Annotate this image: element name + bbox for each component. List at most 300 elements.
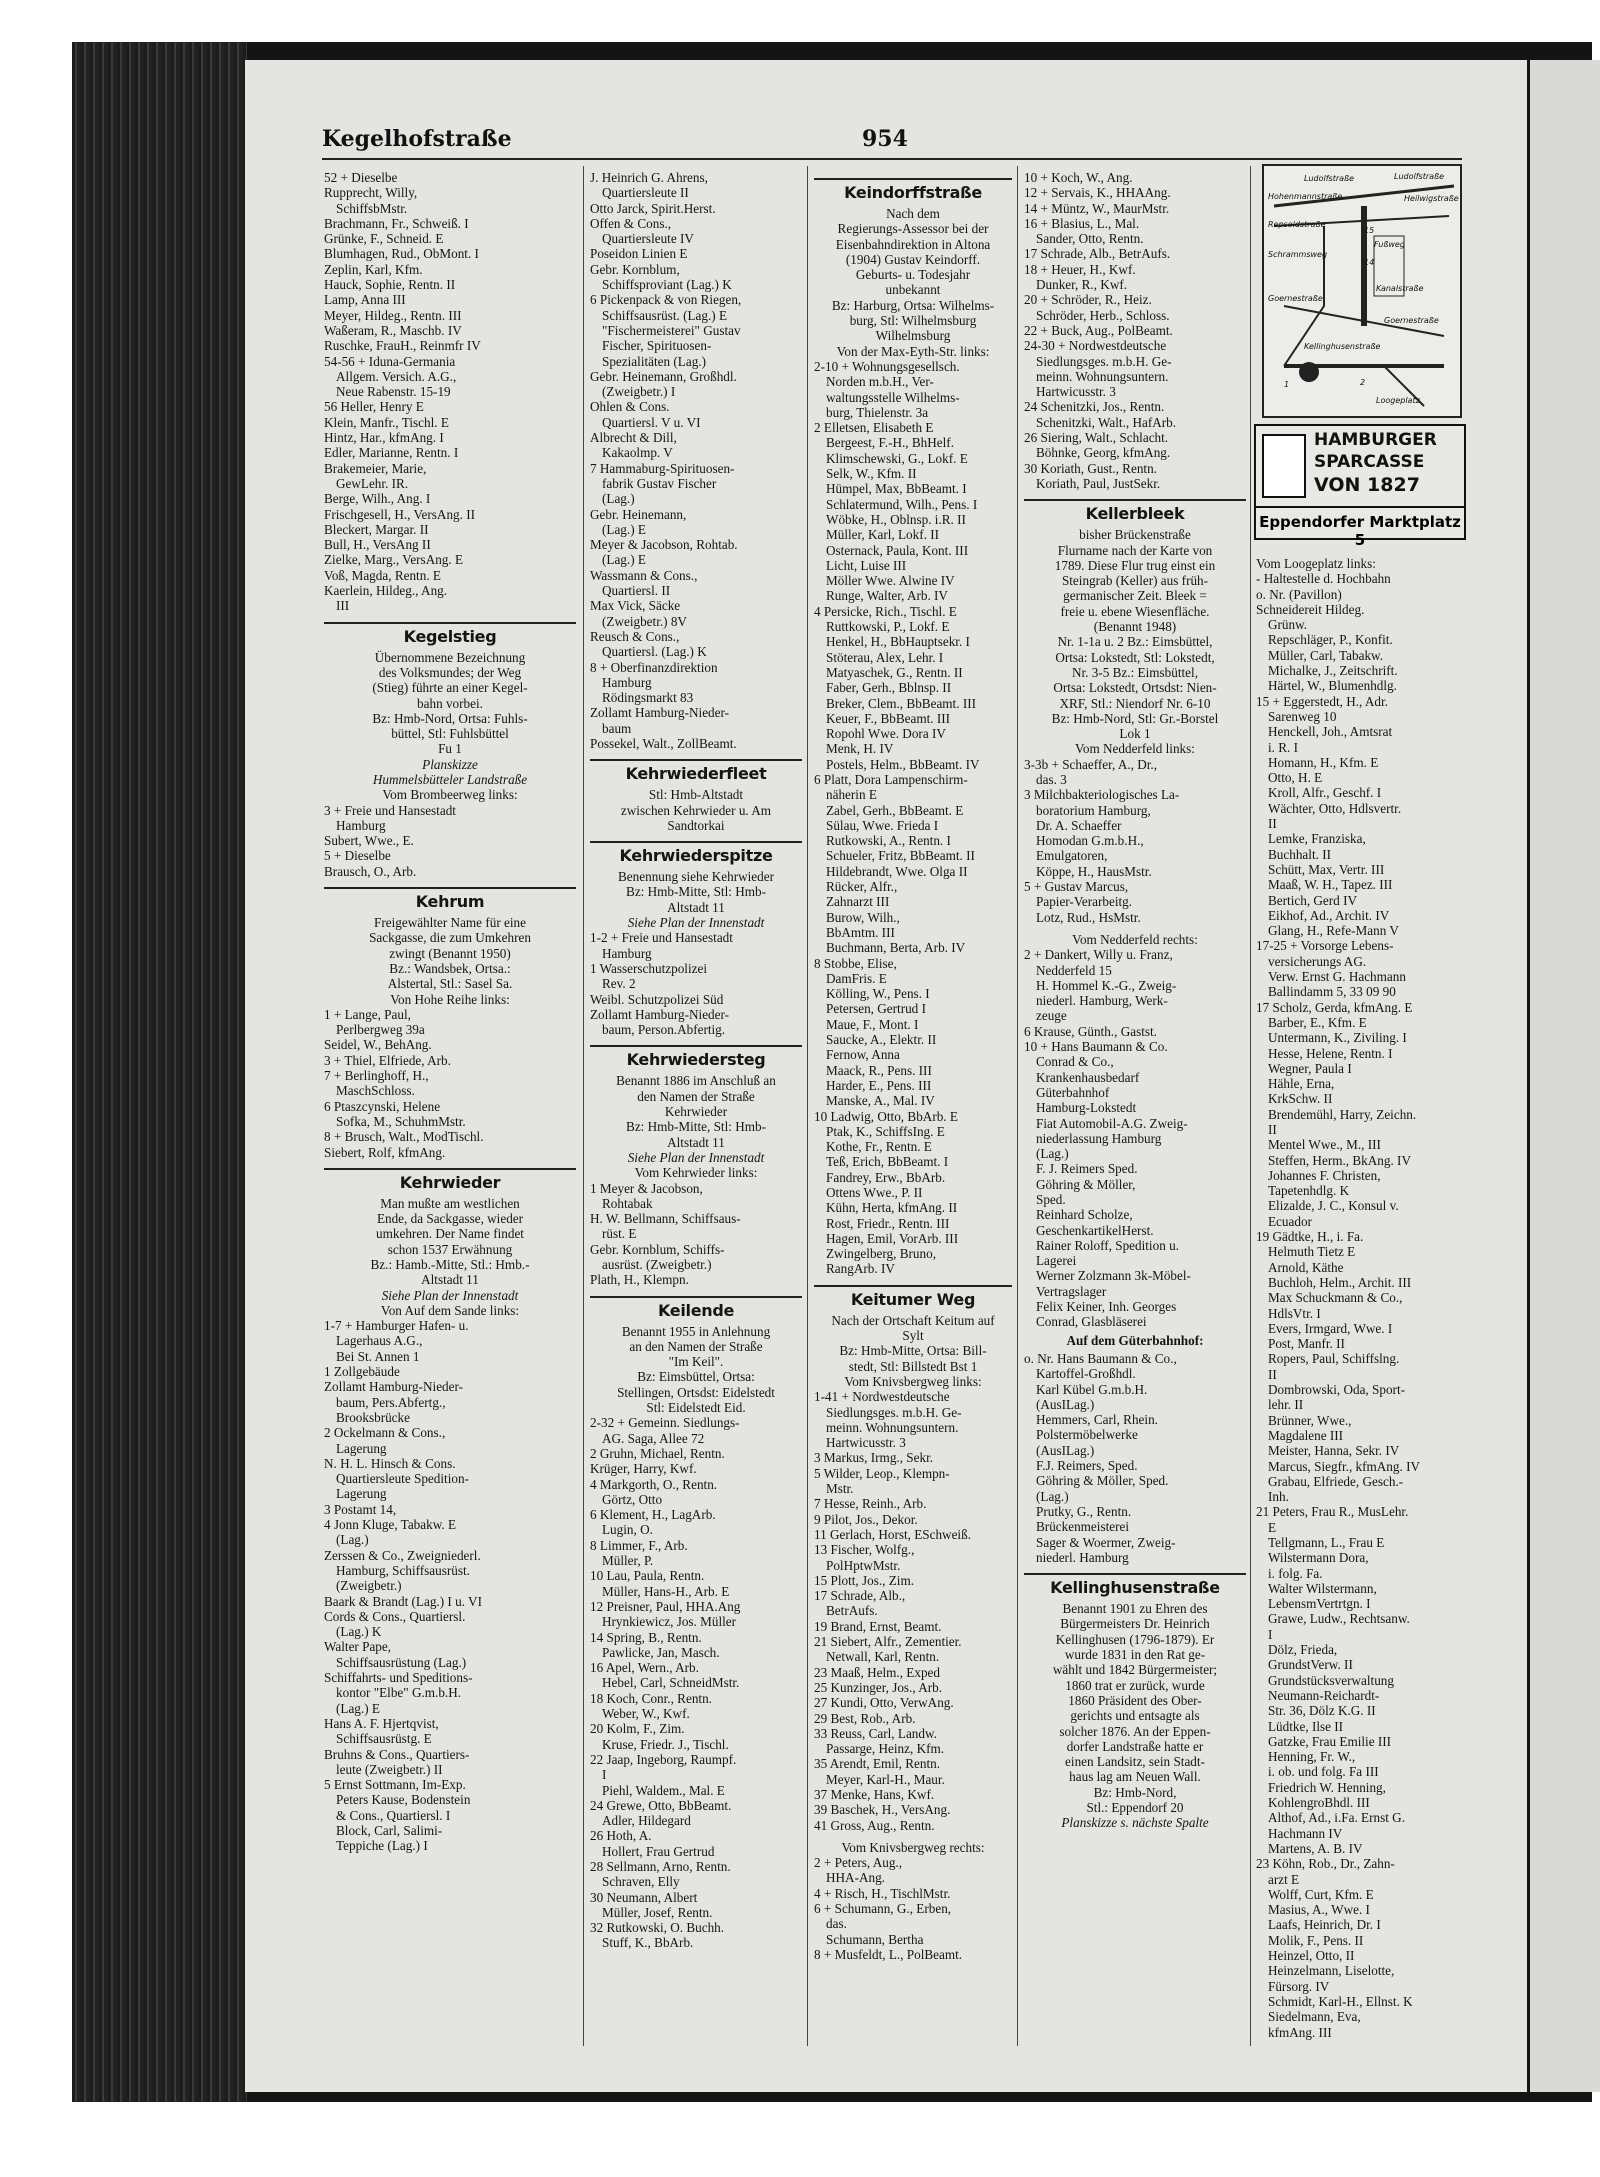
address-entry: Hesse, Helene, Rentn. I: [1268, 1045, 1393, 1061]
address-entry: Ropohl Wwe. Dora IV: [826, 726, 946, 742]
address-entry: Ottens Wwe., P. II: [826, 1185, 923, 1200]
address-entry: burg, Thielenstr. 3a: [826, 404, 929, 420]
address-entry: Hrynkiewicz, Jos. Müller: [602, 1614, 737, 1630]
address-entry: Molik, F., Pens. II: [1268, 1932, 1364, 1948]
address-entry: II: [1268, 1366, 1277, 1382]
street-info-line: Ortsa: Lokstedt, Ortsdst: Nien-: [1053, 680, 1217, 696]
address-entry: 1 Zollgebäude: [324, 1364, 400, 1380]
page-header: [322, 126, 1462, 160]
address-entry: Martens, A. B. IV: [1268, 1840, 1363, 1856]
address-entry: 23 Maaß, Helm., Exped: [814, 1664, 940, 1680]
street-info-line: Nach der Ortschaft Keitum auf: [831, 1312, 995, 1328]
address-entry: Buchmann, Berta, Arb. IV: [826, 940, 966, 956]
map-label: Ludolfstraße: [1394, 172, 1444, 181]
address-entry: 35 Arendt, Emil, Rentn.: [814, 1756, 941, 1772]
address-entry: Sofka, M., SchuhmMstr.: [336, 1113, 466, 1129]
map-label: Schrammsweg: [1268, 250, 1328, 259]
address-entry: Schiffahrts- und Speditions-: [324, 1670, 473, 1686]
address-entry: 22 + Buck, Aug., PolBeamt.: [1024, 322, 1173, 338]
address-entry: 3 Postamt 14,: [324, 1501, 397, 1517]
address-entry: Johannes F. Christen,: [1268, 1167, 1381, 1183]
address-entry: Tellgmann, L., Frau E: [1268, 1535, 1385, 1550]
address-entry: I: [602, 1767, 607, 1783]
address-entry: 10 + Koch, W., Ang.: [1024, 170, 1133, 185]
address-entry: F.J. Reimers, Sped.: [1036, 1458, 1138, 1474]
address-entry: Bleckert, Margar. II: [324, 521, 429, 537]
map-label: 2: [1360, 378, 1366, 387]
address-entry: Teß, Erich, BbBeamt. I: [826, 1154, 949, 1170]
street-info-line: Stellingen, Ortsdst: Eidelstedt: [617, 1384, 775, 1400]
column-rule: [807, 166, 808, 2046]
map-label: Goernestraße: [1268, 294, 1323, 303]
address-entry: 3-3b + Schaeffer, A., Dr.,: [1024, 756, 1158, 772]
district-info: Altstadt 11: [421, 1272, 479, 1288]
address-entry: (AusILag.): [1036, 1442, 1095, 1458]
address-entry: (Zweigbetr.) 8V: [602, 613, 687, 629]
address-entry: (Lag.) K: [336, 1624, 382, 1640]
address-entry: Menk, H. IV: [826, 741, 894, 757]
address-entry: BetrAufs.: [826, 1603, 878, 1619]
address-entry: 13 Fischer, Wolfg.,: [814, 1542, 915, 1558]
address-entry: RangArb. IV: [826, 1261, 895, 1277]
address-entry: Teppiche (Lag.) I: [336, 1838, 428, 1854]
address-entry: - Haltestelle d. Hochbahn: [1256, 571, 1391, 587]
plan-sketch-note: Planskizze: [422, 756, 478, 772]
street-info-line: Nr. 1-1a u. 2 Bz.: Eimsbüttel,: [1057, 634, 1213, 650]
street-description: Übernommene Bezeichnung: [374, 649, 526, 665]
address-entry: Harder, E., Pens. III: [826, 1077, 932, 1093]
address-entry: 41 Gross, Aug., Rentn.: [814, 1817, 935, 1833]
address-entry: Prutky, G., Rentn.: [1036, 1503, 1132, 1519]
address-entry: Perlbergweg 39a: [336, 1022, 425, 1038]
address-entry: Otto, H. E: [1268, 770, 1323, 786]
address-entry: Zerssen & Co., Zweigniederl.: [324, 1547, 481, 1563]
address-entry: Grünke, F., Schneid. E: [324, 231, 444, 247]
address-entry: Hebel, Carl, SchneidMstr.: [602, 1675, 740, 1691]
address-entry: 14 + Müntz, W., MaurMstr.: [1024, 200, 1170, 216]
direction-heading: Von Auf dem Sande links:: [380, 1302, 520, 1318]
address-entry: Wächter, Otto, Hdlsvertr.: [1268, 800, 1402, 816]
street-info-line: (1904) Gustav Keindorff.: [845, 251, 981, 267]
street-heading: Kellinghusenstraße: [1024, 1573, 1246, 1597]
address-entry: 9 Pilot, Jos., Dekor.: [814, 1511, 918, 1527]
address-entry: Keuer, F., BbBeamt. III: [826, 710, 951, 726]
ad-line-2: SPARCASSE: [1314, 452, 1425, 472]
address-entry: Fernow, Anna: [826, 1047, 900, 1063]
address-entry: Wolff, Curt, Kfm. E: [1268, 1886, 1374, 1902]
address-entry: Müller, Josef, Rentn.: [602, 1904, 713, 1920]
address-entry: Müller, P.: [602, 1553, 654, 1569]
address-entry: Bruhns & Cons., Quartiers-: [324, 1746, 470, 1762]
district-info: Alstertal, Stl.: Sasel Sa.: [387, 976, 513, 992]
address-entry: 2 Ockelmann & Cons.,: [324, 1425, 446, 1441]
address-entry: Laafs, Heinrich, Dr. I: [1268, 1917, 1381, 1933]
street-info-line: germanischer Zeit. Bleek =: [1063, 588, 1207, 604]
address-entry: Netwall, Karl, Rentn.: [826, 1649, 940, 1665]
address-entry: 6 Krause, Günth., Gastst.: [1024, 1023, 1157, 1039]
address-entry: Arnold, Käthe: [1268, 1259, 1344, 1275]
address-entry: Offen & Cons.,: [590, 215, 672, 231]
address-entry: (Lag.): [1036, 1146, 1069, 1162]
address-entry: Sülau, Wwe. Frieda I: [826, 817, 939, 833]
address-entry: Siedlungsges. m.b.H. Ge-: [1036, 353, 1172, 369]
address-entry: Heinzelmann, Liselotte,: [1268, 1963, 1395, 1979]
address-entry: HHA-Ang.: [826, 1870, 885, 1886]
street-info-line: Bz: Hmb-Mitte, Ortsa: Bill-: [839, 1343, 987, 1359]
street-info-line: Bz: Eimsbüttel, Ortsa:: [637, 1369, 755, 1385]
address-entry: Fiat Automobil-A.G. Zweig-: [1036, 1115, 1188, 1131]
address-entry: Hollert, Frau Gertrud: [602, 1843, 715, 1859]
address-entry: Lagerhaus A.G.,: [336, 1333, 423, 1349]
address-entry: Michalke, J., Zeitschrift.: [1268, 663, 1398, 679]
address-entry: Weber, W., Kwf.: [602, 1706, 690, 1722]
address-entry: Postels, Helm., BbBeamt. IV: [826, 756, 980, 772]
address-entry: Gebr. Kornblum,: [590, 261, 680, 277]
map-label: Hohenmannstraße: [1268, 192, 1343, 201]
address-entry: Meister, Hanna, Sekr. IV: [1268, 1443, 1400, 1459]
address-entry: Schiffsausrüstg. E: [336, 1731, 432, 1747]
address-entry: Wöbke, H., Oblnsp. i.R. II: [826, 511, 966, 527]
address-entry: Hartwicusstr. 3: [826, 1435, 906, 1451]
address-entry: Rücker, Alfr.,: [826, 879, 898, 895]
street-info-line: 1860 Präsident des Ober-: [1068, 1692, 1202, 1708]
street-info-line: Benannt 1886 im Anschluß an: [616, 1073, 776, 1089]
address-entry: 2-10 + Wohnungsgesellsch.: [814, 358, 960, 374]
address-entry: Zwingelberg, Bruno,: [826, 1246, 937, 1262]
address-entry: Grabau, Elfriede, Gesch.-: [1268, 1473, 1404, 1489]
address-entry: Rohtabak: [602, 1195, 653, 1211]
address-entry: 56 Heller, Henry E: [324, 399, 424, 415]
address-entry: 5 + Gustav Marcus,: [1024, 879, 1129, 895]
address-entry: Saucke, A., Elektr. II: [826, 1032, 937, 1048]
address-entry: Ballindamm 5, 33 09 90: [1268, 984, 1396, 1000]
address-entry: Dölz, Frieda,: [1268, 1642, 1338, 1658]
address-entry: meinn. Wohnungsuntern.: [826, 1419, 959, 1435]
address-entry: niederlassung Hamburg: [1036, 1130, 1162, 1146]
street-heading: Kehrwieder: [324, 1168, 576, 1192]
street-info-line: Stl: Eidelstedt Eid.: [646, 1400, 746, 1416]
address-entry: Kölling, W., Pens. I: [826, 986, 930, 1002]
address-entry: Passarge, Heinz, Kfm.: [826, 1741, 945, 1757]
address-entry: Fischer, Spirituosen-: [602, 338, 712, 354]
direction-heading: Vom Knivsbergweg rechts:: [841, 1839, 985, 1855]
street-info-line: gerichts und entsagte als: [1070, 1708, 1200, 1724]
address-entry: Karl Kübel G.m.b.H.: [1036, 1381, 1148, 1397]
address-entry: Osternack, Paula, Kont. III: [826, 542, 969, 558]
address-entry: niederl. Hamburg: [1036, 1549, 1129, 1565]
address-entry: 18 Koch, Conr., Rentn.: [590, 1690, 712, 1706]
address-entry: baum, Pers.Abfertg.,: [336, 1394, 446, 1410]
address-entry: Magdalene III: [1268, 1427, 1344, 1443]
address-entry: 2 + Peters, Aug.,: [814, 1855, 903, 1871]
address-entry: Hamburg-Lokstedt: [1036, 1100, 1137, 1116]
address-entry: 25 Kunzinger, Jos., Arb.: [814, 1679, 943, 1695]
address-entry: KohlengroBhdl. III: [1268, 1795, 1370, 1811]
address-entry: Conrad, Glasbläserei: [1036, 1314, 1147, 1330]
direction-heading: Von der Max-Eyth-Str. links:: [836, 343, 990, 359]
section-subheading: Auf dem Güterbahnhof:: [1066, 1332, 1204, 1348]
street-info-line: Bz: Hmb-Mitte, Stl: Hmb-: [626, 884, 766, 900]
address-entry: Möller Wwe. Alwine IV: [826, 573, 955, 589]
address-entry: Wassmann & Cons.,: [590, 567, 698, 583]
address-entry: Meyer, Karl-H., Maur.: [826, 1771, 945, 1787]
address-entry: 39 Baschek, H., VersAng.: [814, 1802, 951, 1818]
street-info-line: 1860 trat er zurück, wurde: [1065, 1677, 1205, 1693]
direction-heading: Vom Nedderfeld rechts:: [1072, 931, 1198, 947]
address-entry: Lemke, Franziska,: [1268, 831, 1366, 847]
street-heading: Keilende: [590, 1296, 802, 1320]
address-entry: kontor "Elbe" G.m.b.H.: [336, 1685, 462, 1701]
address-entry: 24 Grewe, Otto, BbBeamt.: [590, 1797, 732, 1813]
address-entry: Hachmann IV: [1268, 1825, 1343, 1841]
address-entry: Bertich, Gerd IV: [1268, 892, 1357, 908]
street-info-line: Stl: Hmb-Altstadt: [648, 787, 744, 803]
address-entry: I: [1268, 1626, 1273, 1642]
address-entry: Max Schuckmann & Co.,: [1268, 1290, 1403, 1306]
address-entry: Papier-Verarbeitg.: [1036, 894, 1133, 910]
plan-reference: Siehe Plan der Innenstadt: [627, 915, 765, 931]
address-entry: Frischgesell, H., VersAng. II: [324, 506, 476, 522]
address-entry: Siedelmann, Eva,: [1268, 2009, 1361, 2025]
street-heading: Kehrwiederfleet: [590, 759, 802, 783]
address-entry: 11 Gerlach, Horst, ESchweiß.: [814, 1526, 971, 1542]
street-info-line: Stl.: Eppendorf 20: [1086, 1799, 1184, 1815]
address-entry: Adler, Hildegard: [602, 1813, 691, 1829]
address-entry: Zielke, Marg., VersAng. E: [324, 552, 464, 568]
address-entry: Schlatermund, Wilh., Pens. I: [826, 496, 978, 512]
map-label: Ludolfstraße: [1304, 174, 1354, 183]
address-entry: II: [1268, 1121, 1277, 1137]
address-entry: Polstermöbelwerke: [1036, 1427, 1138, 1443]
address-entry: 4 Persicke, Rich., Tischl. E: [814, 603, 957, 619]
street-description: bahn vorbei.: [417, 695, 483, 711]
address-entry: Kühn, Herta, kfmAng. II: [826, 1200, 958, 1216]
address-entry: 21 Siebert, Alfr., Zementier.: [814, 1634, 962, 1650]
map-label: Kellinghusenstraße: [1304, 342, 1381, 351]
address-entry: 3 Markus, Irmg., Sekr.: [814, 1450, 934, 1466]
address-entry: 32 Rutkowski, O. Buchh.: [590, 1920, 725, 1936]
address-entry: Wilstermann Dora,: [1268, 1550, 1369, 1566]
address-entry: Lüdtke, Ilse II: [1268, 1718, 1344, 1734]
address-entry: Schmidt, Karl-H., Ellnst. K: [1268, 1993, 1413, 2009]
address-entry: Lotz, Rud., HsMstr.: [1036, 909, 1141, 925]
address-entry: HdlsVtr. I: [1268, 1305, 1321, 1321]
address-entry: Grundstücksverwaltung: [1268, 1672, 1394, 1688]
address-entry: 8 Limmer, F., Arb.: [590, 1537, 688, 1553]
address-entry: Rutkowski, A., Rentn. I: [826, 833, 951, 849]
street-info-line: Benannt 1901 zu Ehren des: [1062, 1601, 1208, 1617]
direction-heading: Vom Knivsbergweg links:: [844, 1373, 982, 1389]
address-entry: J. Heinrich G. Ahrens,: [590, 170, 708, 185]
address-entry: "Fischermeisterei" Gustav: [602, 322, 741, 338]
address-entry: leute (Zweigbetr.) II: [336, 1761, 443, 1777]
address-entry: Zollamt Hamburg-Nieder-: [590, 705, 730, 721]
address-entry: Felix Keiner, Inh. Georges: [1036, 1299, 1177, 1315]
address-entry: Homodan G.m.b.H.,: [1036, 833, 1144, 849]
address-entry: 1-7 + Hamburger Hafen- u.: [324, 1318, 469, 1334]
address-entry: Neue Rabenstr. 15-19: [336, 384, 451, 400]
street-info-line: haus lag am Neuen Wall.: [1069, 1769, 1201, 1785]
map-label: Loogeplatz: [1376, 396, 1420, 405]
address-entry: Hamburg: [336, 817, 386, 833]
address-entry: Bergeest, F.-H., BhHelf.: [826, 435, 954, 451]
address-entry: Henkel, H., BbHauptsekr. I: [826, 634, 970, 650]
address-entry: Voß, Magda, Rentn. E: [324, 567, 441, 583]
address-entry: Blumhagen, Rud., ObMont. I: [324, 246, 479, 262]
address-entry: Marcus, Siegfr., kfmAng. IV: [1268, 1458, 1420, 1474]
address-entry: 10 Ladwig, Otto, BbArb. E: [814, 1108, 958, 1124]
column-rule: [583, 166, 584, 2046]
address-entry: Sager & Woermer, Zweig-: [1036, 1534, 1176, 1550]
address-entry: 2 Elletsen, Elisabeth E: [814, 420, 934, 436]
address-entry: 3 + Thiel, Elfriede, Arb.: [324, 1052, 451, 1068]
address-entry: Petersen, Gertrud I: [826, 1001, 926, 1017]
address-entry: Vom Loogeplatz links:: [1256, 556, 1376, 571]
street-heading: Kehrwiedersteg: [590, 1045, 802, 1069]
street-description: umkehren. Der Name findet: [376, 1226, 524, 1242]
address-entry: Dunker, R., Kwf.: [1036, 277, 1128, 293]
address-entry: Hagen, Emil, VorArb. III: [826, 1230, 959, 1246]
address-entry: Selk, W., Kfm. II: [826, 466, 917, 482]
address-entry: Piehl, Waldem., Mal. E: [602, 1782, 725, 1798]
address-entry: 54-56 + Iduna-Germania: [324, 353, 456, 369]
address-entry: 29 Best, Rob., Arb.: [814, 1710, 916, 1726]
address-entry: (Lag.) E: [602, 552, 646, 568]
address-entry: Allgem. Versich. A.G.,: [336, 368, 457, 384]
address-entry: Repschläger, P., Konfit.: [1268, 632, 1393, 648]
address-entry: Lagerung: [336, 1440, 387, 1456]
address-entry: Seidel, W., BehAng.: [324, 1037, 432, 1053]
address-entry: Untermann, K., Ziviling. I: [1268, 1030, 1407, 1046]
address-entry: Kartoffel-Großhdl.: [1036, 1366, 1136, 1382]
address-entry: Schiffsausrüstung (Lag.): [336, 1654, 467, 1670]
address-entry: Quartiersleute Spedition-: [336, 1471, 469, 1487]
address-entry: Brendemühl, Harry, Zeichn.: [1268, 1106, 1417, 1122]
address-entry: Hildebrandt, Wwe. Olga II: [826, 863, 968, 879]
address-entry: Schütt, Max, Vertr. III: [1268, 861, 1385, 877]
address-entry: Henning, Fr. W.,: [1268, 1749, 1356, 1765]
ad-address: Eppendorfer Marktplatz 5: [1256, 506, 1464, 549]
street-info-line: Nach dem: [886, 206, 940, 221]
address-entry: Sarenweg 10: [1268, 708, 1337, 724]
address-entry: & Cons., Quartiersl. I: [336, 1807, 451, 1823]
address-entry: Matyaschek, G., Rentn. II: [826, 664, 963, 680]
district-info: Bz: Hmb-Nord, Ortsa: Fuhls-: [372, 710, 528, 726]
address-entry: (Lag.) E: [602, 521, 646, 537]
address-entry: 1-2 + Freie und Hansestadt: [590, 930, 733, 946]
column-1: [324, 170, 576, 1854]
address-entry: 6 Pickenpack & von Riegen,: [590, 292, 742, 308]
street-heading: Kellerbleek: [1024, 499, 1246, 523]
street-info-line: zwischen Kehrwieder u. Am: [620, 802, 772, 818]
address-entry: Siebert, Rolf, kfmAng.: [324, 1144, 446, 1160]
district-info: Fu 1: [438, 741, 462, 757]
street-description: Freigewählter Name für eine: [374, 915, 526, 931]
address-entry: Kroll, Alfr., Geschf. I: [1268, 785, 1382, 801]
address-entry: Post, Manfr. II: [1268, 1336, 1345, 1352]
street-info-line: Kehrwieder: [664, 1104, 728, 1120]
address-entry: o. Nr. (Pavillon): [1256, 586, 1342, 602]
address-entry: ausrüst. (Zweigbetr.): [602, 1257, 712, 1272]
address-entry: Krankenhausbedarf: [1036, 1069, 1140, 1085]
address-entry: 52 + Dieselbe: [324, 170, 398, 185]
address-entry: 1 Meyer & Jacobson,: [590, 1180, 703, 1196]
address-entry: Homann, H., Kfm. E: [1268, 754, 1379, 770]
address-entry: 16 + Blasius, L., Mal.: [1024, 215, 1140, 231]
column-3: [814, 170, 1012, 1962]
address-entry: Böhnke, Georg, kfmAng.: [1036, 445, 1171, 461]
address-entry: das.: [826, 1916, 847, 1932]
address-entry: 7 Hammaburg-Spirituosen-: [590, 460, 735, 476]
address-entry: 10 Lau, Paula, Rentn.: [590, 1568, 705, 1584]
address-entry: Sander, Otto, Rentn.: [1036, 231, 1144, 247]
address-entry: Hamburg, Schiffsausrüst.: [336, 1562, 470, 1578]
address-entry: SchiffsbMstr.: [336, 200, 408, 216]
address-entry: E: [1268, 1519, 1277, 1535]
address-entry: Weibl. Schutzpolizei Süd: [590, 991, 724, 1007]
address-entry: 5 Wilder, Leop., Klempn-: [814, 1465, 950, 1481]
address-entry: Göhring & Möller, Sped.: [1036, 1473, 1169, 1489]
address-entry: Zollamt Hamburg-Nieder-: [590, 1006, 730, 1022]
address-entry: 17 Schrade, Alb., BetrAufs.: [1024, 246, 1171, 262]
address-entry: 30 Neumann, Albert: [590, 1889, 698, 1905]
address-entry: baum: [602, 720, 632, 736]
address-entry: Kakaolmp. V: [602, 445, 673, 461]
address-entry: Fürsorg. IV: [1268, 1978, 1330, 1994]
map-label: Fußweg: [1374, 240, 1405, 249]
column-rule: [1017, 166, 1018, 2046]
street-info-line: Steingrab (Keller) aus früh-: [1061, 573, 1209, 589]
address-entry: 4 Markgorth, O., Rentn.: [590, 1476, 718, 1492]
street-heading: Kegelstieg: [324, 622, 576, 646]
address-entry: Lugin, O.: [602, 1522, 653, 1538]
street-heading: Keitumer Weg: [814, 1285, 1012, 1309]
address-entry: Zollamt Hamburg-Nieder-: [324, 1379, 464, 1395]
address-entry: 10 + Hans Baumann & Co.: [1024, 1039, 1168, 1055]
street-info-line: Flurname nach der Karte von: [1057, 542, 1213, 558]
address-entry: LebensmVertrtgn. I: [1268, 1596, 1371, 1612]
address-entry: 17 Schrade, Alb.,: [814, 1588, 906, 1604]
next-page-edge: [1530, 60, 1600, 2092]
address-entry: (Lag.) E: [336, 1700, 380, 1716]
page-number: 954: [862, 126, 908, 152]
address-entry: Schiffsausrüst. (Lag.) E: [602, 307, 728, 323]
street-info-line: Ortsa: Lokstedt, Stl: Lokstedt,: [1055, 649, 1215, 665]
address-entry: Ropers, Paul, Schiffslng.: [1268, 1351, 1400, 1367]
address-entry: Block, Carl, Salimi-: [336, 1822, 443, 1838]
address-entry: 16 Apel, Wern., Arb.: [590, 1660, 699, 1676]
address-entry: 8 + Oberfinanzdirektion: [590, 659, 718, 675]
address-entry: Schumann, Bertha: [826, 1931, 924, 1947]
address-entry: Bull, H., VersAng II: [324, 537, 431, 553]
address-entry: Brooksbrücke: [336, 1409, 410, 1425]
address-entry: Pawlicke, Jan, Masch.: [602, 1644, 720, 1660]
address-entry: Dr. A. Schaeffer: [1036, 817, 1122, 833]
address-entry: zeuge: [1036, 1008, 1067, 1024]
address-entry: Kruse, Friedr. J., Tischl.: [602, 1736, 729, 1752]
address-entry: 6 + Schumann, G., Erben,: [814, 1901, 952, 1917]
address-entry: Härtel, W., Blumenhdlg.: [1268, 678, 1397, 694]
address-entry: Krüger, Harry, Kwf.: [590, 1461, 697, 1477]
plan-reference: Siehe Plan der Innenstadt: [381, 1287, 519, 1303]
address-entry: Ohlen & Cons.: [590, 399, 670, 415]
map-label: 15: [1364, 226, 1375, 235]
address-entry: Quartiersl. II: [602, 583, 671, 599]
spacer: [814, 1833, 1012, 1840]
column-2: [590, 170, 802, 1951]
address-entry: Evers, Irmgard, Wwe. I: [1268, 1320, 1393, 1336]
street-description: Man mußte am westlichen: [380, 1195, 520, 1211]
